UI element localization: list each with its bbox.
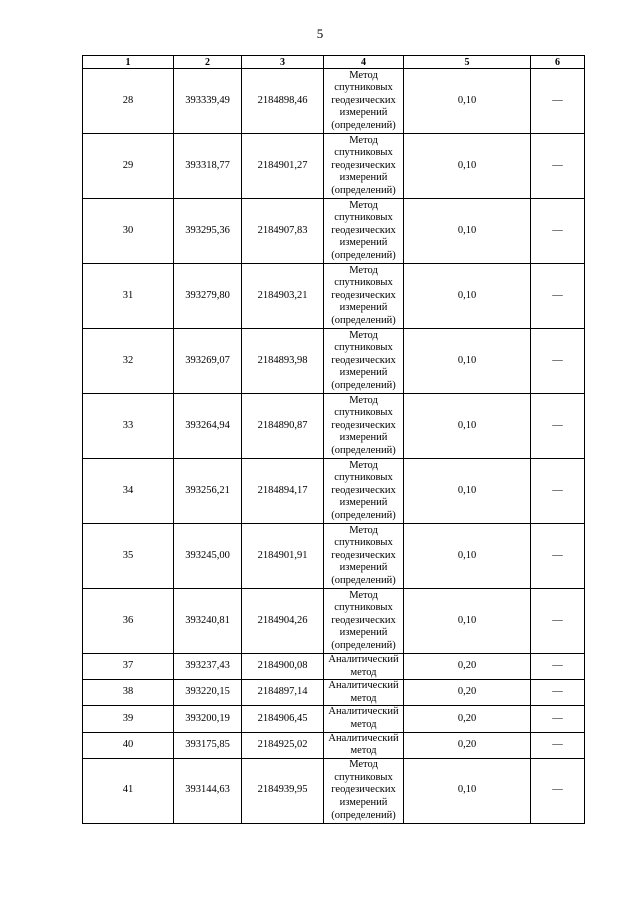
point-number-text: 38: [122, 686, 134, 698]
y-coordinate-text: 2184906,45: [257, 712, 308, 724]
x-coordinate-text: 393269,07: [185, 354, 230, 366]
method-text: Аналитический метод: [328, 654, 399, 678]
note-text: —: [552, 712, 563, 724]
method-text: Метод спутниковых геодезических измерений (определений): [331, 329, 396, 391]
point-number-text: 41: [122, 784, 134, 796]
table-body: [83, 69, 585, 824]
accuracy-cell: [404, 589, 531, 654]
y-coordinate-text: 2184900,08: [257, 660, 308, 672]
table-row: [83, 589, 585, 654]
point-number-text: 33: [122, 419, 134, 431]
y-coordinate-cell: [242, 69, 324, 134]
x-coordinate-cell: [174, 69, 242, 134]
point-number-cell: [83, 459, 174, 524]
y-coordinate-text: 2184904,26: [257, 614, 308, 626]
accuracy-text: 0,10: [457, 354, 477, 366]
point-number-cell: [83, 134, 174, 199]
y-coordinate-cell: [242, 706, 324, 732]
note-cell: [531, 459, 585, 524]
y-coordinate-cell: [242, 758, 324, 823]
point-number-cell: [83, 69, 174, 134]
point-number-cell: [83, 706, 174, 732]
x-coordinate-text: 393220,15: [185, 686, 230, 698]
note-cell: [531, 134, 585, 199]
y-coordinate-cell: [242, 459, 324, 524]
page-number: 5: [316, 26, 324, 41]
accuracy-cell: [404, 394, 531, 459]
accuracy-text: 0,10: [457, 549, 477, 561]
x-coordinate-text: 393339,49: [185, 94, 230, 106]
accuracy-text: 0,10: [457, 159, 477, 171]
point-number-cell: [83, 732, 174, 758]
point-number-cell: [83, 758, 174, 823]
y-coordinate-cell: [242, 264, 324, 329]
x-coordinate-cell: [174, 199, 242, 264]
table-row: [83, 524, 585, 589]
method-cell: [324, 758, 404, 823]
accuracy-text: 0,20: [457, 712, 477, 724]
x-coordinate-text: 393175,85: [185, 738, 230, 750]
accuracy-cell: [404, 329, 531, 394]
point-number-cell: [83, 329, 174, 394]
method-cell: [324, 394, 404, 459]
accuracy-text: 0,20: [457, 660, 477, 672]
header-col-1: 1: [83, 56, 174, 69]
table-row: [83, 654, 585, 680]
note-text: —: [552, 738, 563, 750]
point-number-text: 31: [122, 289, 134, 301]
method-text: Метод спутниковых геодезических измерений (определений): [331, 759, 396, 821]
note-cell: [531, 394, 585, 459]
method-text: Аналитический метод: [328, 706, 399, 730]
x-coordinate-text: 393256,21: [185, 484, 230, 496]
table-row: [83, 199, 585, 264]
x-coordinate-text: 393240,81: [185, 614, 230, 626]
accuracy-cell: [404, 199, 531, 264]
method-text: Метод спутниковых геодезических измерений (определений): [331, 264, 396, 326]
x-coordinate-text: 393200,19: [185, 712, 230, 724]
method-text: Метод спутниковых геодезических измерений (определений): [331, 134, 396, 196]
accuracy-text: 0,10: [457, 484, 477, 496]
accuracy-cell: [404, 264, 531, 329]
note-text: —: [552, 94, 563, 106]
accuracy-text: 0,10: [457, 784, 477, 796]
accuracy-cell: [404, 706, 531, 732]
point-number-text: 28: [122, 94, 134, 106]
method-cell: [324, 134, 404, 199]
accuracy-text: 0,10: [457, 419, 477, 431]
header-col-4: 4: [324, 56, 404, 69]
header-col-3: 3: [242, 56, 324, 69]
y-coordinate-text: 2184893,98: [257, 354, 308, 366]
x-coordinate-text: 393264,94: [185, 419, 230, 431]
method-cell: [324, 706, 404, 732]
x-coordinate-cell: [174, 134, 242, 199]
y-coordinate-cell: [242, 654, 324, 680]
method-cell: [324, 680, 404, 706]
note-text: —: [552, 419, 563, 431]
point-number-cell: [83, 654, 174, 680]
method-text: Аналитический метод: [328, 680, 399, 704]
note-text: —: [552, 686, 563, 698]
note-text: —: [552, 289, 563, 301]
method-cell: [324, 654, 404, 680]
header-col-5: 5: [404, 56, 531, 69]
table-header-row: [83, 56, 585, 69]
y-coordinate-text: 2184901,91: [257, 549, 308, 561]
x-coordinate-cell: [174, 680, 242, 706]
x-coordinate-cell: [174, 264, 242, 329]
method-text: Метод спутниковых геодезических измерений (определений): [331, 394, 396, 456]
point-number-text: 34: [122, 484, 134, 496]
point-number-cell: [83, 680, 174, 706]
table-row: [83, 680, 585, 706]
note-cell: [531, 524, 585, 589]
x-coordinate-cell: [174, 524, 242, 589]
accuracy-cell: [404, 524, 531, 589]
y-coordinate-text: 2184898,46: [257, 94, 308, 106]
point-number-cell: [83, 394, 174, 459]
method-text: Метод спутниковых геодезических измерений (определений): [331, 199, 396, 261]
table-row: [83, 459, 585, 524]
note-text: —: [552, 549, 563, 561]
point-number-cell: [83, 264, 174, 329]
point-number-text: 39: [122, 712, 134, 724]
y-coordinate-cell: [242, 329, 324, 394]
note-cell: [531, 199, 585, 264]
accuracy-cell: [404, 134, 531, 199]
method-cell: [324, 264, 404, 329]
method-cell: [324, 199, 404, 264]
method-cell: [324, 69, 404, 134]
note-text: —: [552, 484, 563, 496]
note-cell: [531, 706, 585, 732]
note-cell: [531, 69, 585, 134]
method-text: Метод спутниковых геодезических измерений (определений): [331, 524, 396, 586]
y-coordinate-text: 2184925,02: [257, 738, 308, 750]
point-number-text: 30: [122, 224, 134, 236]
accuracy-text: 0,20: [457, 738, 477, 750]
y-coordinate-text: 2184890,87: [257, 419, 308, 431]
note-cell: [531, 680, 585, 706]
point-number-text: 35: [122, 549, 134, 561]
note-cell: [531, 732, 585, 758]
y-coordinate-cell: [242, 134, 324, 199]
x-coordinate-text: 393295,36: [185, 224, 230, 236]
x-coordinate-text: 393144,63: [185, 784, 230, 796]
y-coordinate-cell: [242, 524, 324, 589]
x-coordinate-cell: [174, 654, 242, 680]
note-text: —: [552, 614, 563, 626]
accuracy-cell: [404, 732, 531, 758]
y-coordinate-text: 2184897,14: [257, 686, 308, 698]
x-coordinate-cell: [174, 589, 242, 654]
table-row: [83, 758, 585, 823]
y-coordinate-text: 2184894,17: [257, 484, 308, 496]
accuracy-cell: [404, 758, 531, 823]
accuracy-cell: [404, 459, 531, 524]
accuracy-text: 0,10: [457, 224, 477, 236]
x-coordinate-text: 393318,77: [185, 159, 230, 171]
point-number-cell: [83, 589, 174, 654]
y-coordinate-cell: [242, 732, 324, 758]
method-cell: [324, 329, 404, 394]
table-row: [83, 264, 585, 329]
x-coordinate-cell: [174, 394, 242, 459]
method-text: Метод спутниковых геодезических измерений (определений): [331, 459, 396, 521]
note-text: —: [552, 784, 563, 796]
note-cell: [531, 329, 585, 394]
accuracy-cell: [404, 654, 531, 680]
note-cell: [531, 589, 585, 654]
accuracy-cell: [404, 680, 531, 706]
x-coordinate-text: 393279,80: [185, 289, 230, 301]
note-cell: [531, 654, 585, 680]
method-text: Метод спутниковых геодезических измерений (определений): [331, 589, 396, 651]
note-text: —: [552, 224, 563, 236]
method-cell: [324, 732, 404, 758]
note-text: —: [552, 660, 563, 672]
y-coordinate-text: 2184903,21: [257, 289, 308, 301]
accuracy-text: 0,10: [457, 289, 477, 301]
accuracy-cell: [404, 69, 531, 134]
y-coordinate-text: 2184901,27: [257, 159, 308, 171]
accuracy-text: 0,10: [457, 94, 477, 106]
y-coordinate-cell: [242, 680, 324, 706]
table-row: [83, 134, 585, 199]
table-row: [83, 706, 585, 732]
x-coordinate-cell: [174, 459, 242, 524]
coordinates-table: [82, 55, 585, 824]
y-coordinate-text: 2184907,83: [257, 224, 308, 236]
table-row: [83, 69, 585, 134]
table-row: [83, 394, 585, 459]
method-cell: [324, 459, 404, 524]
point-number-text: 32: [122, 354, 134, 366]
point-number-cell: [83, 199, 174, 264]
x-coordinate-cell: [174, 706, 242, 732]
method-text: Аналитический метод: [328, 732, 399, 757]
y-coordinate-cell: [242, 394, 324, 459]
x-coordinate-cell: [174, 329, 242, 394]
point-number-text: 37: [122, 660, 134, 672]
point-number-text: 40: [122, 738, 134, 750]
y-coordinate-cell: [242, 199, 324, 264]
note-text: —: [552, 159, 563, 171]
accuracy-text: 0,20: [457, 686, 477, 698]
point-number-cell: [83, 524, 174, 589]
y-coordinate-text: 2184939,95: [257, 784, 308, 796]
method-cell: [324, 524, 404, 589]
note-cell: [531, 758, 585, 823]
header-col-2: 2: [174, 56, 242, 69]
point-number-text: 29: [122, 159, 134, 171]
table-row: [83, 732, 585, 758]
method-text: Метод спутниковых геодезических измерений (определений): [331, 69, 396, 131]
note-text: —: [552, 354, 563, 366]
x-coordinate-text: 393237,43: [185, 660, 230, 672]
x-coordinate-cell: [174, 732, 242, 758]
x-coordinate-text: 393245,00: [185, 549, 230, 561]
table-row: [83, 329, 585, 394]
point-number-text: 36: [122, 614, 134, 626]
accuracy-text: 0,10: [457, 614, 477, 626]
y-coordinate-cell: [242, 589, 324, 654]
header-col-6: 6: [531, 56, 585, 69]
note-cell: [531, 264, 585, 329]
method-cell: [324, 589, 404, 654]
x-coordinate-cell: [174, 758, 242, 823]
